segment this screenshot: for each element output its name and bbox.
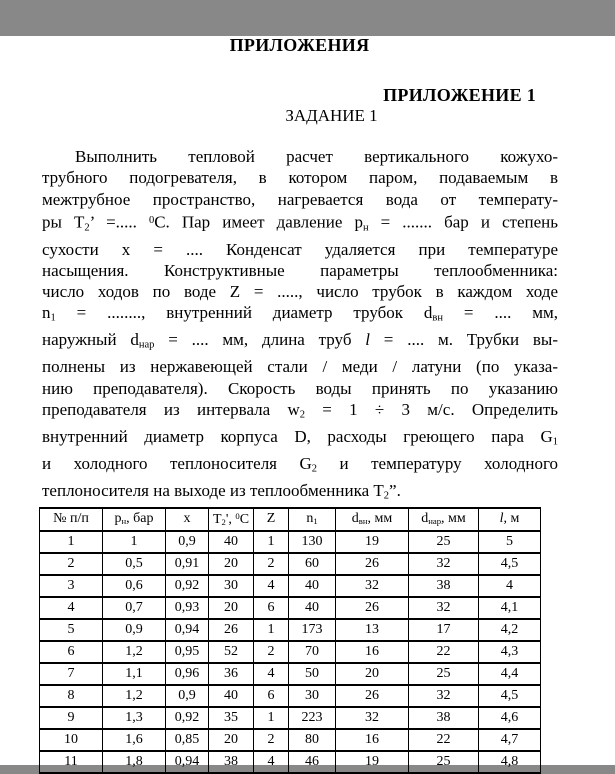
column-header: $d_{вн}$, мм xyxy=(336,508,409,531)
table-cell: 6 xyxy=(40,641,103,663)
table-cell: 4,3 xyxy=(479,641,541,663)
task-heading: ЗАДАНИЕ 1 xyxy=(285,106,378,125)
table-cell: 0,94 xyxy=(166,751,209,773)
table-cell: 40 xyxy=(209,685,254,707)
paragraph-line: наружный $d_{нар}$ = .... мм, длина труб l = .... м. Трубки вы- xyxy=(42,330,558,351)
table-cell: 38 xyxy=(409,707,479,729)
table-cell: 40 xyxy=(289,597,336,619)
table-cell: 30 xyxy=(289,685,336,707)
table-cell: 1 xyxy=(254,619,289,641)
table-cell: 80 xyxy=(289,729,336,751)
table-cell: 1,2 xyxy=(103,641,166,663)
table-cell: 26 xyxy=(336,685,409,707)
table-row xyxy=(40,707,541,729)
table-cell: 40 xyxy=(289,575,336,597)
table-cell: 1,1 xyxy=(103,663,166,685)
table-cell: 13 xyxy=(336,619,409,641)
table-cell: 1 xyxy=(40,531,103,553)
paragraph-line: межтрубное пространство, нагревается вода от температу- xyxy=(42,189,558,209)
paragraph-line: сухости x = .... Конденсат удаляется при температуре xyxy=(42,239,558,259)
table-row xyxy=(40,751,541,773)
table-cell: 10 xyxy=(40,729,103,751)
column-header: $T_2'$, $^0$C xyxy=(209,508,254,531)
table-cell: 4,1 xyxy=(479,597,541,619)
table-cell: 26 xyxy=(336,553,409,575)
table-cell: 32 xyxy=(409,685,479,707)
variants-table xyxy=(39,507,541,774)
paragraph-line: теплоносителя на выходе из теплообменника $T_2$”. xyxy=(42,480,401,502)
table-cell: 0,85 xyxy=(166,729,209,751)
table-cell: 130 xyxy=(289,531,336,553)
table-cell: 11 xyxy=(40,751,103,773)
table-cell: 38 xyxy=(209,751,254,773)
table-cell: 0,9 xyxy=(166,531,209,553)
table-row xyxy=(40,619,541,641)
table-cell: 32 xyxy=(409,553,479,575)
paragraph-line: трубного подогревателя, в котором паром, подаваемым в xyxy=(42,168,558,188)
paragraph-line: и холодного теплоносителя $G_2$ и температуру холодного xyxy=(42,453,559,475)
table-cell: 40 xyxy=(209,531,254,553)
table-cell: 0,92 xyxy=(166,707,209,729)
paragraph-line: число ходов по воде Z = ....., число трубок в каждом ходе xyxy=(42,282,558,302)
table-cell: 5 xyxy=(479,531,541,553)
page-title: ПРИЛОЖЕНИЯ xyxy=(229,35,370,55)
table-cell: 30 xyxy=(209,575,254,597)
table-cell: 35 xyxy=(209,707,254,729)
table-cell: 20 xyxy=(336,663,409,685)
table-cell: 0,96 xyxy=(166,663,209,685)
table-cell: 26 xyxy=(209,619,254,641)
paragraph-line: $n_1$ = ........, внутренний диаметр трубок $d_{вн}$ = .... мм, xyxy=(42,303,558,325)
table-cell: 173 xyxy=(289,619,336,641)
table-cell: 4,5 xyxy=(479,553,541,575)
table-cell: 0,95 xyxy=(166,641,209,663)
table-cell: 0,91 xyxy=(166,553,209,575)
table-cell: 7 xyxy=(40,663,103,685)
table-cell: 20 xyxy=(209,597,254,619)
table-cell: 19 xyxy=(336,751,409,773)
table-cell: 1 xyxy=(103,531,166,553)
table-cell: 26 xyxy=(336,597,409,619)
table-cell: 6 xyxy=(254,597,289,619)
table-cell: 32 xyxy=(409,597,479,619)
table-cell: 46 xyxy=(289,751,336,773)
table-cell: 38 xyxy=(409,575,479,597)
table-row xyxy=(40,641,541,663)
column-header: $n_1$ xyxy=(289,508,336,531)
table-cell: 16 xyxy=(336,729,409,751)
table-cell: 4,8 xyxy=(479,751,541,773)
column-header: № п/п xyxy=(40,508,103,531)
table-cell: 19 xyxy=(336,531,409,553)
table-cell: 50 xyxy=(289,663,336,685)
table-cell: 1,3 xyxy=(103,707,166,729)
column-header: Z xyxy=(254,508,289,531)
table-row xyxy=(40,553,541,575)
table-cell: 3 xyxy=(40,575,103,597)
table-cell: 9 xyxy=(40,707,103,729)
table-row xyxy=(40,531,541,553)
table-cell: 4,6 xyxy=(479,707,541,729)
task-description xyxy=(42,146,558,507)
table-cell: 36 xyxy=(209,663,254,685)
table-cell: 20 xyxy=(209,553,254,575)
column-header: $d_{нар}$, мм xyxy=(409,508,479,531)
table-cell: 70 xyxy=(289,641,336,663)
table-cell: 2 xyxy=(254,641,289,663)
table-cell: 6 xyxy=(254,685,289,707)
table-cell: 0,94 xyxy=(166,619,209,641)
table-row xyxy=(40,663,541,685)
table-cell: 52 xyxy=(209,641,254,663)
paragraph-line: внутренний диаметр корпуса D, расходы греющего пара $G_1$ xyxy=(42,426,558,448)
table-cell: 4,4 xyxy=(479,663,541,685)
appendix-heading: ПРИЛОЖЕНИЕ 1 xyxy=(383,85,536,105)
table-cell: 1,2 xyxy=(103,685,166,707)
table-header-row xyxy=(40,508,541,531)
table-row xyxy=(40,575,541,597)
table-cell: 1,8 xyxy=(103,751,166,773)
table-cell: 22 xyxy=(409,729,479,751)
document-page xyxy=(0,35,615,769)
table-cell: 1,6 xyxy=(103,729,166,751)
table-cell: 223 xyxy=(289,707,336,729)
table-cell: 5 xyxy=(40,619,103,641)
table-cell: 4 xyxy=(40,597,103,619)
table-cell: 2 xyxy=(254,729,289,751)
column-header: x xyxy=(166,508,209,531)
table-cell: 4 xyxy=(254,663,289,685)
table-row xyxy=(40,729,541,751)
table-cell: 1 xyxy=(254,707,289,729)
table-cell: 25 xyxy=(409,663,479,685)
table-cell: 22 xyxy=(409,641,479,663)
table-row xyxy=(40,685,541,707)
paragraph-line: нию преподавателя). Скорость воды принять по указанию xyxy=(42,378,558,398)
paragraph-line: Выполнить тепловой расчет вертикального кожухо- xyxy=(75,147,558,166)
table-cell: 25 xyxy=(409,751,479,773)
column-header: l, м xyxy=(479,508,541,531)
table-cell: 4,7 xyxy=(479,729,541,751)
table-cell: 4 xyxy=(254,751,289,773)
table-cell: 0,5 xyxy=(103,553,166,575)
table-cell: 0,92 xyxy=(166,575,209,597)
table-cell: 32 xyxy=(336,707,409,729)
table-cell: 4 xyxy=(479,575,541,597)
table-cell: 2 xyxy=(254,553,289,575)
table-cell: 60 xyxy=(289,553,336,575)
table-cell: 16 xyxy=(336,641,409,663)
table-cell: 32 xyxy=(336,575,409,597)
paragraph-line: преподавателя из интервала $w_2 = 1 \div 3$ м/с. Определить xyxy=(42,399,558,421)
paragraph-line: полнены из нержавеющей стали / меди / латуни (по указа- xyxy=(42,357,558,377)
table-cell: 0,6 xyxy=(103,575,166,597)
table-cell: 20 xyxy=(209,729,254,751)
column-header: $p_н$, бар xyxy=(103,508,166,531)
table-cell: 0,9 xyxy=(166,685,209,707)
table-cell: 0,93 xyxy=(166,597,209,619)
table-cell: 2 xyxy=(40,553,103,575)
table-row xyxy=(40,597,541,619)
table-cell: 0,7 xyxy=(103,597,166,619)
paragraph-line: ры $T_2$’ =..... $^0$С. Пар имеет давление $p_н$ = ....... бар и степень xyxy=(42,212,558,234)
table-cell: 8 xyxy=(40,685,103,707)
table-cell: 25 xyxy=(409,531,479,553)
table-cell: 17 xyxy=(409,619,479,641)
table-cell: 1 xyxy=(254,531,289,553)
table-cell: 4,2 xyxy=(479,619,541,641)
table-cell: 4,5 xyxy=(479,685,541,707)
paragraph-line: насыщения. Конструктивные параметры теплообменника: xyxy=(42,260,558,280)
table-cell: 0,9 xyxy=(103,619,166,641)
table-cell: 4 xyxy=(254,575,289,597)
